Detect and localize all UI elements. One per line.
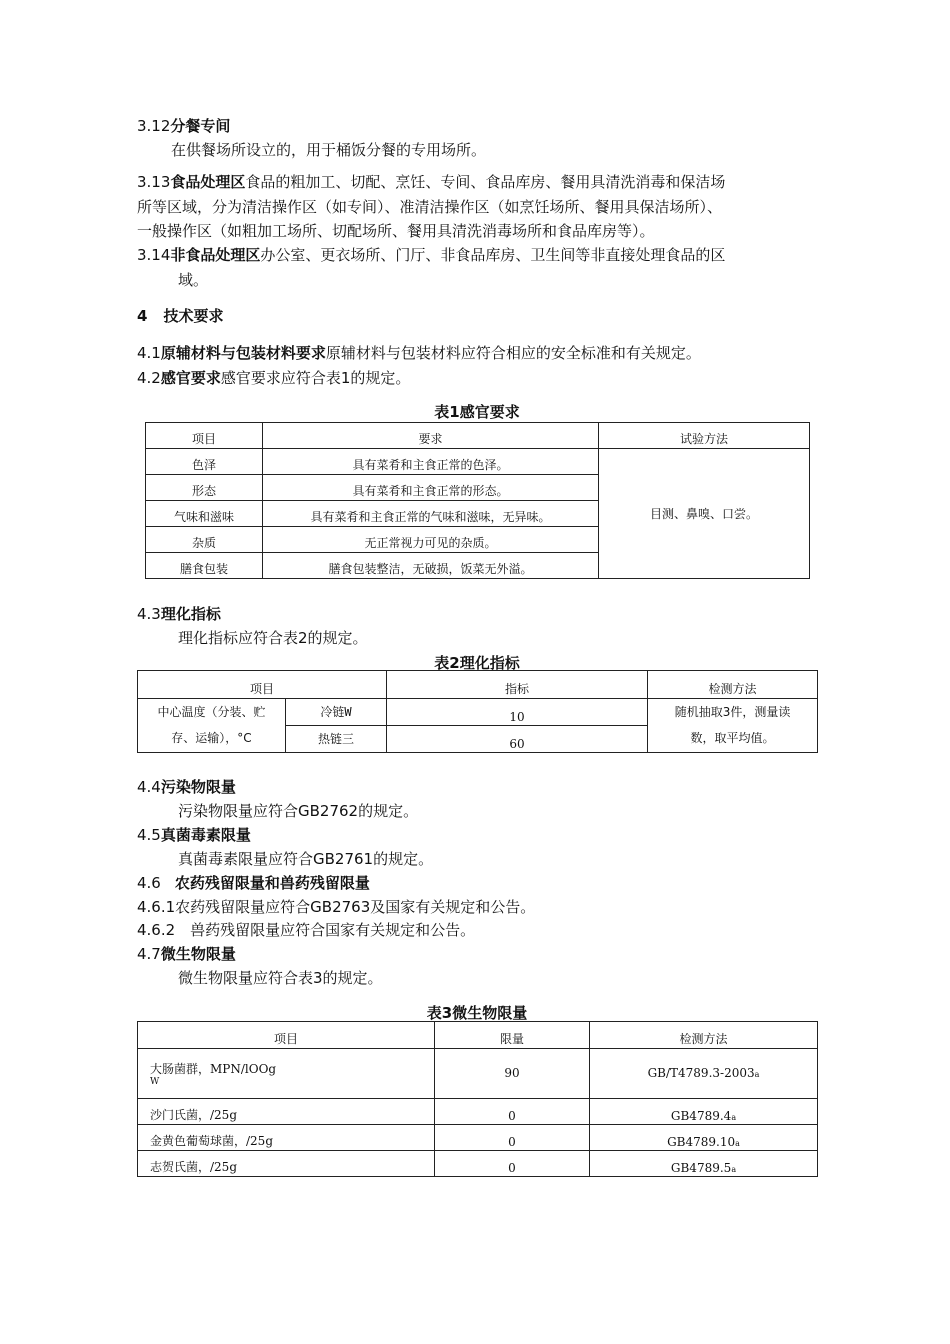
table-cell-limit: 90 <box>435 1049 590 1099</box>
section-text: 食品的粗加工、切配、烹饪、专间、食品库房、餐用具清洗消毒和保洁场 <box>245 173 726 191</box>
section-3-14-line1 <box>137 245 725 265</box>
section-title: 理化指标 <box>160 605 221 623</box>
table-cell-limit: 0 <box>435 1151 590 1177</box>
section-number: 4.7 <box>137 945 161 963</box>
section-number: 4.1 <box>137 344 161 362</box>
table-header-row <box>138 671 818 699</box>
method-footnote: a <box>754 1070 760 1079</box>
section-title: 原辅材料与包装材料要求 <box>160 344 326 362</box>
section-number: 4.5 <box>137 826 161 844</box>
table-cell-method <box>590 1099 818 1125</box>
section-title: 技术要求 <box>163 307 224 325</box>
method-text: GB/T4789.3-2003 <box>647 1066 755 1080</box>
table3-microbial <box>137 1021 818 1177</box>
item-line: 存、运输），°C <box>171 731 252 745</box>
table-cell-item: 金黄色葡萄球菌，/25g <box>138 1125 435 1151</box>
table-row <box>138 1099 818 1125</box>
section-title: 分餐专间 <box>170 117 231 135</box>
table-cell-requirement: 膳食包装整洁，无破损，饭菜无外溢。 <box>263 553 599 579</box>
table-cell-item: 色泽 <box>146 449 263 475</box>
section-number: 3.12 <box>137 117 171 135</box>
table-header-cell: 项目 <box>146 423 263 449</box>
table-cell-item: 杂质 <box>146 527 263 553</box>
table-cell-item: 气味和滋味 <box>146 501 263 527</box>
section-number: 4.6 <box>137 874 161 892</box>
section-3-12-heading <box>137 116 230 136</box>
section-3-13-line3: 一般操作区（如粗加工场所、切配场所、餐用具清洗消毒场所和食品库房等）。 <box>137 222 655 240</box>
table-header-cell: 限量 <box>435 1022 590 1049</box>
table-cell-item: 形态 <box>146 475 263 501</box>
section-text: 感官要求应符合表1的规定。 <box>220 369 411 387</box>
section-title: 微生物限量 <box>160 945 236 963</box>
table-row <box>138 1049 818 1099</box>
section-3-13-line1 <box>137 172 725 192</box>
method-footnote: a <box>731 1165 737 1174</box>
section-title: 非食品处理区 <box>170 246 261 264</box>
table-cell-method <box>648 699 818 753</box>
section-number: 3.14 <box>137 246 171 264</box>
table-cell-item: 沙门氏菌，/25g <box>138 1099 435 1125</box>
section-3-14-line2: 域。 <box>178 271 209 289</box>
table-header-cell: 要求 <box>263 423 599 449</box>
table-header-cell: 指标 <box>387 671 648 699</box>
item-line: 中心温度（分装、贮 <box>157 705 266 719</box>
table3-caption: 表3微生物限量 <box>426 1004 528 1022</box>
section-4-4-heading <box>137 777 236 797</box>
method-line: 数，取平均值。 <box>690 731 775 745</box>
table-header-cell: 试验方法 <box>599 423 810 449</box>
table-cell-requirement: 具有菜肴和主食正常的色泽。 <box>263 449 599 475</box>
section-4-6-heading <box>137 873 370 893</box>
item-note: W <box>150 1076 160 1087</box>
section-4-6-2: 4.6.2 兽药残留限量应符合国家有关规定和公告。 <box>137 921 476 939</box>
section-4-6-1: 4.6.1农药残留限量应符合GB2763及国家有关规定和公告。 <box>137 898 536 916</box>
section-4-7-body: 微生物限量应符合表3的规定。 <box>178 969 383 987</box>
section-4-heading <box>137 306 223 326</box>
section-4-1 <box>137 343 701 363</box>
table-header-cell: 项目 <box>138 671 387 699</box>
method-text: GB4789.5 <box>670 1161 732 1175</box>
section-4-3-heading <box>137 604 221 624</box>
section-4-5-heading <box>137 825 251 845</box>
table2-caption: 表2理化指标 <box>434 654 520 672</box>
section-4-7-heading <box>137 944 236 964</box>
section-number: 3.13 <box>137 173 171 191</box>
item-text: 大肠菌群，MPN/lOOg <box>150 1061 277 1076</box>
method-text: GB4789.4 <box>670 1109 732 1123</box>
method-footnote: a <box>735 1139 740 1148</box>
table-header-cell: 检测方法 <box>590 1022 818 1049</box>
table-cell-requirement: 具有菜肴和主食正常的形态。 <box>263 475 599 501</box>
table-cell-method: 目测、鼻嗅、口尝。 <box>599 449 810 579</box>
table-cell-method <box>590 1049 818 1099</box>
section-title: 农药残留限量和兽药残留限量 <box>174 874 370 892</box>
table-cell-item: 膳食包装 <box>146 553 263 579</box>
table-cell-value: 60 <box>387 726 648 753</box>
method-line: 随机抽取3件，测量读 <box>674 705 791 719</box>
table-cell-subitem: 冷链W <box>286 699 387 726</box>
method-text: GB4789.10 <box>667 1135 736 1149</box>
section-text: 原辅材料与包装材料应符合相应的安全标准和有关规定。 <box>325 344 701 362</box>
section-4-5-body: 真菌毒素限量应符合GB2761的规定。 <box>178 850 434 868</box>
table-header-cell: 项目 <box>138 1022 435 1049</box>
table-cell-requirement: 无正常视力可见的杂质。 <box>263 527 599 553</box>
table-cell-subitem: 热链三 <box>286 726 387 753</box>
table-header-row <box>138 1022 818 1049</box>
section-title: 污染物限量 <box>160 778 236 796</box>
section-title: 食品处理区 <box>170 173 246 191</box>
section-number: 4.4 <box>137 778 161 796</box>
section-number: 4 <box>137 307 148 325</box>
section-title: 感官要求 <box>160 369 221 387</box>
table-cell-item <box>138 1049 435 1099</box>
section-title: 真菌毒素限量 <box>160 826 251 844</box>
table-header-row <box>146 423 810 449</box>
table-header-cell: 检测方法 <box>648 671 818 699</box>
table1-sensory <box>145 422 810 579</box>
table-cell-item <box>138 699 286 753</box>
table1-caption: 表1感官要求 <box>434 403 520 421</box>
section-4-3-body: 理化指标应符合表2的规定。 <box>178 629 368 647</box>
table-row <box>138 1151 818 1177</box>
section-text: 办公室、更衣场所、门厅、非食品库房、卫生间等非直接处理食品的区 <box>260 246 726 264</box>
section-3-13-line2: 所等区域，分为清洁操作区（如专间）、准清洁操作区（如烹饪场所、餐用具保洁场所）、 <box>137 198 723 216</box>
section-4-4-body: 污染物限量应符合GB2762的规定。 <box>178 802 419 820</box>
section-4-2 <box>137 368 410 388</box>
table-cell-method <box>590 1151 818 1177</box>
table-cell-limit: 0 <box>435 1099 590 1125</box>
table-row <box>138 1125 818 1151</box>
section-number: 4.2 <box>137 369 161 387</box>
section-3-12-body: 在供餐场所设立的，用于桶饭分餐的专用场所。 <box>171 141 487 159</box>
table-cell-limit: 0 <box>435 1125 590 1151</box>
section-number: 4.3 <box>137 605 161 623</box>
table-cell-item: 志贺氏菌，/25g <box>138 1151 435 1177</box>
method-footnote: a <box>731 1113 737 1122</box>
table2-physicochemical <box>137 670 818 753</box>
table-row <box>146 449 810 475</box>
table-cell-value: 10 <box>387 699 648 726</box>
table-cell-method <box>590 1125 818 1151</box>
table-cell-requirement: 具有菜肴和主食正常的气味和滋味，无异味。 <box>263 501 599 527</box>
table-row <box>138 699 818 726</box>
